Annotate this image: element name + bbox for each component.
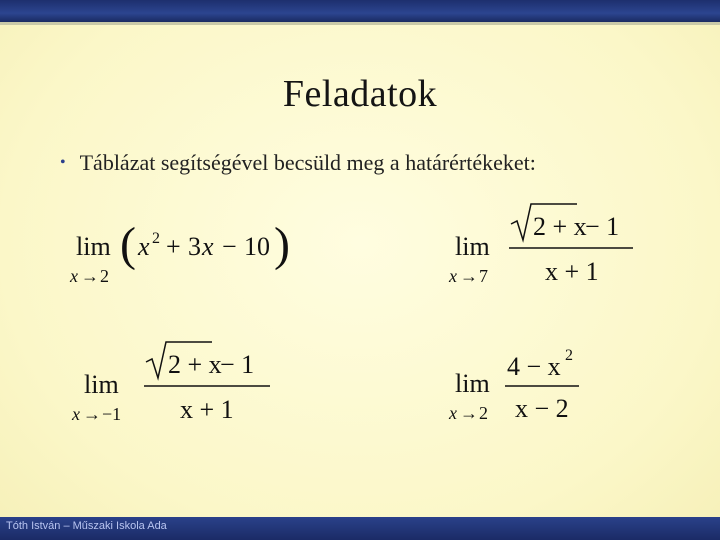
lim-label: lim — [84, 370, 119, 399]
denominator: x + 1 — [180, 395, 234, 424]
lim-var: x — [449, 266, 457, 286]
lim-label: lim — [76, 232, 111, 261]
footer-credit: Tóth István – Műszaki Iskola Ada — [6, 520, 167, 532]
numerator-minus-one: − 1 — [585, 212, 620, 241]
arrow-icon: → — [460, 403, 478, 423]
numerator-exponent: 2 — [565, 347, 573, 364]
left-paren: ( — [120, 218, 136, 271]
numerator: 4 − x — [507, 352, 561, 381]
lim-label: lim — [455, 369, 490, 398]
arrow-icon: → — [460, 266, 478, 286]
arrow-icon: → — [81, 266, 99, 286]
lim-target: 7 — [479, 266, 488, 286]
lim-target: 2 — [100, 266, 109, 286]
bullet-text: Táblázat segítségével becsüld meg a határértékeket: — [79, 150, 536, 175]
bullet-dot-icon: • — [60, 154, 66, 171]
limit-task-2 — [445, 200, 665, 295]
arrow-icon: → — [83, 404, 101, 424]
numerator-sqrt-content: 2 + x — [533, 212, 587, 241]
denominator: x + 1 — [545, 257, 599, 286]
numerator-minus-one: − 1 — [220, 350, 255, 379]
expr-plus: + — [166, 232, 181, 261]
lim-var: x — [449, 403, 457, 423]
slide-title: Feladatok — [282, 73, 438, 115]
lim-var: x — [72, 404, 80, 424]
numerator-sqrt-content: 2 + x — [168, 350, 222, 379]
expr-exponent: 2 — [152, 230, 160, 247]
right-paren: ) — [274, 218, 290, 271]
expr-3: 3 — [188, 232, 201, 261]
limit-task-3 — [70, 338, 290, 433]
expr-10: 10 — [244, 232, 270, 261]
expr-x: x — [138, 232, 150, 261]
expr-minus: − — [222, 232, 237, 261]
bullet-item — [60, 150, 536, 176]
limit-task-4 — [445, 340, 625, 435]
top-bar — [0, 0, 720, 25]
denominator: x − 2 — [515, 394, 569, 423]
lim-var: x — [70, 266, 78, 286]
lim-target: −1 — [102, 404, 122, 424]
lim-label: lim — [455, 232, 490, 261]
expr-x2: x — [202, 232, 214, 261]
limit-task-1 — [60, 205, 300, 295]
lim-target: 2 — [479, 403, 488, 423]
